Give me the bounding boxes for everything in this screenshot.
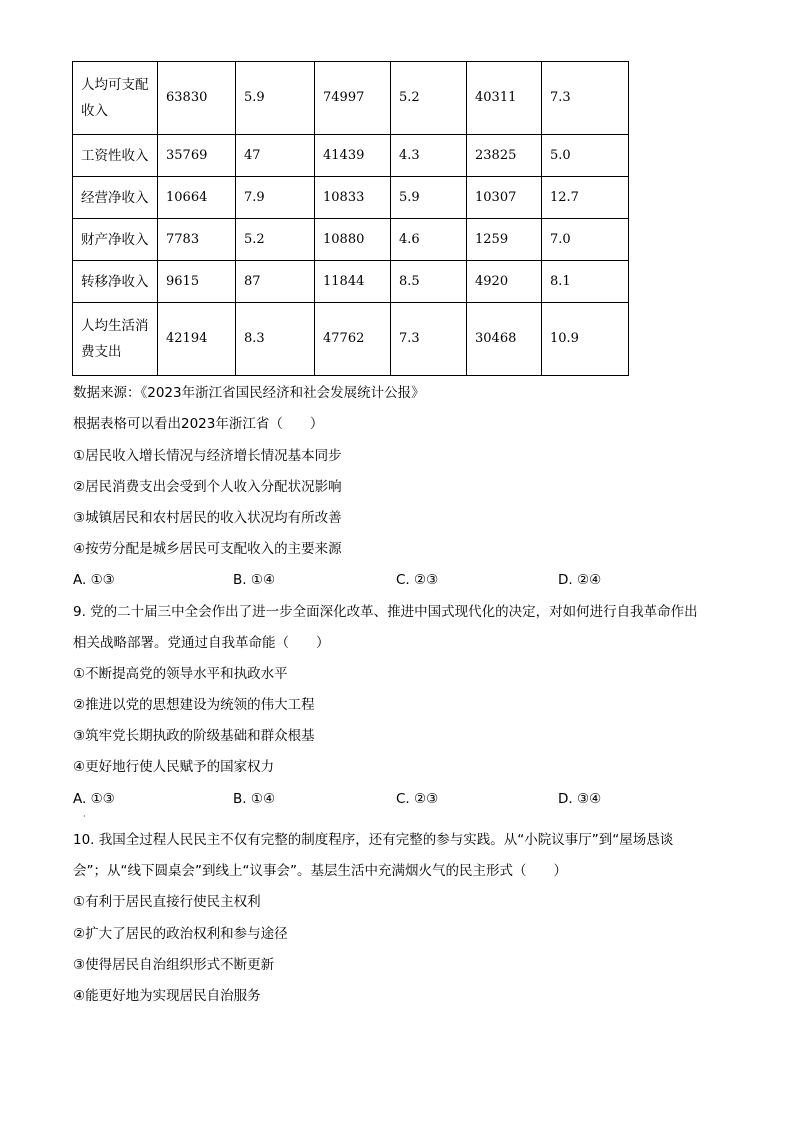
table-cell: 8.3 [236,303,315,376]
q8-statement-4: ④按劳分配是城乡居民可支配收入的主要来源 [73,541,342,557]
q8-stem: 根据表格可以看出2023年浙江省（ ） [73,416,324,432]
q9-stem-line2: 相关战略部署。党通过自我革命能（ ） [73,635,330,651]
table-cell: 4.6 [391,219,467,261]
q10-statement-1: ①有利于居民直接行使民主权利 [73,894,261,910]
table-cell: 5.9 [236,62,315,135]
q10-stem-line2: 会”；从“线下圆桌会”到线上“议事会”。基层生活中充满烟火气的民主形式（ ） [73,863,567,879]
table-cell: 10.9 [542,303,629,376]
q10-statement-3: ③使得居民自治组织形式不断更新 [73,957,275,973]
q8-option-b[interactable]: B. ①④ [233,572,276,588]
table-cell: 10664 [158,177,236,219]
table-cell: 12.7 [542,177,629,219]
table-cell: 47 [236,135,315,177]
table-cell: 4.3 [391,135,467,177]
row-label: 工资性收入 [73,135,158,177]
table-cell: 23825 [467,135,542,177]
table-cell: 5.9 [391,177,467,219]
q9-statement-2: ②推进以党的思想建设为统领的伟大工程 [73,697,315,713]
table-cell: 10880 [315,219,391,261]
table-cell: 47762 [315,303,391,376]
q9-option-a[interactable]: A. ①③ [73,791,115,807]
table-row [73,62,629,135]
table-cell: 5.2 [391,62,467,135]
row-label: 人均生活消费支出 [73,303,158,376]
table-cell: 74997 [315,62,391,135]
table-cell: 40311 [467,62,542,135]
table-cell: 5.2 [236,219,315,261]
table-cell: 42194 [158,303,236,376]
row-label: 人均可支配收入 [73,62,158,135]
table-cell: 30468 [467,303,542,376]
table-cell: 7.3 [391,303,467,376]
table-row [73,135,629,177]
table-cell: 7.0 [542,219,629,261]
q9-stem-line1: 9. 党的二十届三中全会作出了进一步全面深化改革、推进中国式现代化的决定，对如何进行自我革命作出 [73,604,698,620]
q9-option-b[interactable]: B. ①④ [233,791,276,807]
income-table [72,61,629,376]
table-cell: 1259 [467,219,542,261]
table-cell: 63830 [158,62,236,135]
q10-statement-4: ④能更好地为实现居民自治服务 [73,988,261,1004]
q9-option-c[interactable]: C. ②③ [396,791,439,807]
table-cell: 8.1 [542,261,629,303]
row-label: 经营净收入 [73,177,158,219]
row-label: 财产净收入 [73,219,158,261]
q8-option-d[interactable]: D. ②④ [558,572,602,588]
table-cell: 9615 [158,261,236,303]
q9-statement-4: ④更好地行使人民赋予的国家权力 [73,759,275,775]
q9-statement-3: ③筑牢党长期执政的阶级基础和群众根基 [73,728,315,744]
income-table-body [73,62,629,376]
q8-statement-3: ③城镇居民和农村居民的收入状况均有所改善 [73,510,342,526]
table-cell: 8.5 [391,261,467,303]
table-row [73,177,629,219]
table-row [73,219,629,261]
table-cell: 10833 [315,177,391,219]
table-cell: 35769 [158,135,236,177]
q10-stem-line1: 10. 我国全过程人民民主不仅有完整的制度程序，还有完整的参与实践。从“小院议事厅”到“屋场恳谈 [73,832,674,848]
table-cell: 41439 [315,135,391,177]
q8-statement-1: ①居民收入增长情况与经济增长情况基本同步 [73,448,342,464]
table-cell: 87 [236,261,315,303]
data-source: 数据来源：《2023年浙江省国民经济和社会发展统计公报》 [73,385,425,401]
q10-statement-2: ②扩大了居民的政治权利和参与途径 [73,926,288,942]
q9-statement-1: ①不断提高党的领导水平和执政水平 [73,666,288,682]
table-row [73,303,629,376]
table-cell: 7.9 [236,177,315,219]
table-cell: 7.3 [542,62,629,135]
table-cell: 11844 [315,261,391,303]
q8-option-c[interactable]: C. ②③ [396,572,439,588]
table-cell: 4920 [467,261,542,303]
row-label: 转移净收入 [73,261,158,303]
q8-statement-2: ②居民消费支出会受到个人收入分配状况影响 [73,479,342,495]
table-row [73,261,629,303]
table-cell: 7783 [158,219,236,261]
table-cell: 5.0 [542,135,629,177]
q8-option-a[interactable]: A. ①③ [73,572,115,588]
table-cell: 10307 [467,177,542,219]
stray-dot-mark: · [83,812,86,821]
q9-option-d[interactable]: D. ③④ [558,791,602,807]
